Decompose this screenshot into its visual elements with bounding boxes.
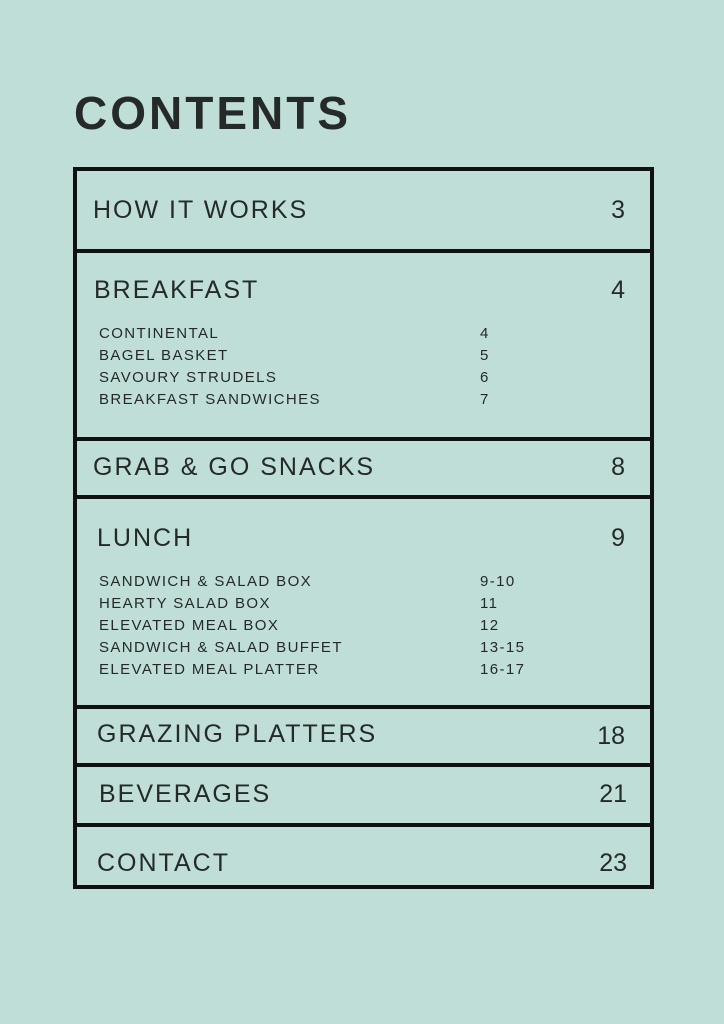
subitem-hearty-salad-box[interactable]: [99, 593, 549, 615]
subitem-sandwich-salad-buffet[interactable]: [99, 637, 549, 659]
subitem-page-number: 5: [480, 347, 490, 364]
section-title: LUNCH: [97, 524, 194, 552]
toc-section-how-it-works[interactable]: [77, 171, 650, 253]
subitem-page-number: 16-17: [480, 661, 526, 678]
subitem-label: HEARTY SALAD BOX: [99, 595, 271, 612]
subitem-label: SANDWICH & SALAD BUFFET: [99, 639, 343, 656]
section-page-number: 8: [611, 453, 625, 481]
subitem-label: SANDWICH & SALAD BOX: [99, 573, 313, 590]
section-page-number: 18: [597, 722, 625, 750]
page-title: CONTENTS: [74, 87, 351, 139]
subitem-savoury-strudels[interactable]: [99, 367, 549, 389]
subitem-label: BREAKFAST SANDWICHES: [99, 391, 321, 408]
section-title: BEVERAGES: [99, 780, 272, 808]
subitem-page-number: 4: [480, 325, 490, 342]
subitem-label: SAVOURY STRUDELS: [99, 369, 278, 386]
toc-section-contact[interactable]: [77, 827, 650, 889]
subitem-page-number: 9-10: [480, 573, 516, 590]
toc-section-breakfast[interactable]: [77, 249, 650, 441]
section-page-number: 9: [611, 524, 625, 552]
subitem-page-number: 11: [480, 595, 499, 612]
subitem-label: BAGEL BASKET: [99, 347, 229, 364]
subitem-elevated-meal-box[interactable]: [99, 615, 549, 637]
subitem-sandwich-salad-box[interactable]: [99, 571, 549, 593]
section-page-number: 23: [599, 849, 627, 877]
section-page-number: 3: [611, 196, 625, 224]
section-title: BREAKFAST: [94, 276, 260, 304]
subitem-page-number: 7: [480, 391, 490, 408]
section-title: HOW IT WORKS: [93, 196, 309, 224]
subitem-page-number: 6: [480, 369, 490, 386]
subitem-list: [99, 323, 549, 411]
subitem-page-number: 12: [480, 617, 500, 634]
subitem-label: ELEVATED MEAL PLATTER: [99, 661, 320, 678]
toc-section-beverages[interactable]: [77, 763, 650, 827]
subitem-list: [99, 571, 549, 681]
subitem-breakfast-sandwiches[interactable]: [99, 389, 549, 411]
toc-section-grazing-platters[interactable]: [77, 705, 650, 767]
subitem-continental[interactable]: [99, 323, 549, 345]
subitem-elevated-meal-platter[interactable]: [99, 659, 549, 681]
section-title: CONTACT: [97, 849, 230, 877]
subitem-label: ELEVATED MEAL BOX: [99, 617, 280, 634]
section-title: GRAB & GO SNACKS: [93, 453, 376, 481]
toc-section-grab-and-go-snacks[interactable]: [77, 437, 650, 499]
table-of-contents: [73, 167, 654, 889]
subitem-bagel-basket[interactable]: [99, 345, 549, 367]
subitem-page-number: 13-15: [480, 639, 526, 656]
section-page-number: 4: [611, 276, 625, 304]
subitem-label: CONTINENTAL: [99, 325, 220, 342]
section-page-number: 21: [599, 780, 627, 808]
toc-section-lunch[interactable]: [77, 495, 650, 709]
section-title: GRAZING PLATTERS: [97, 720, 378, 748]
